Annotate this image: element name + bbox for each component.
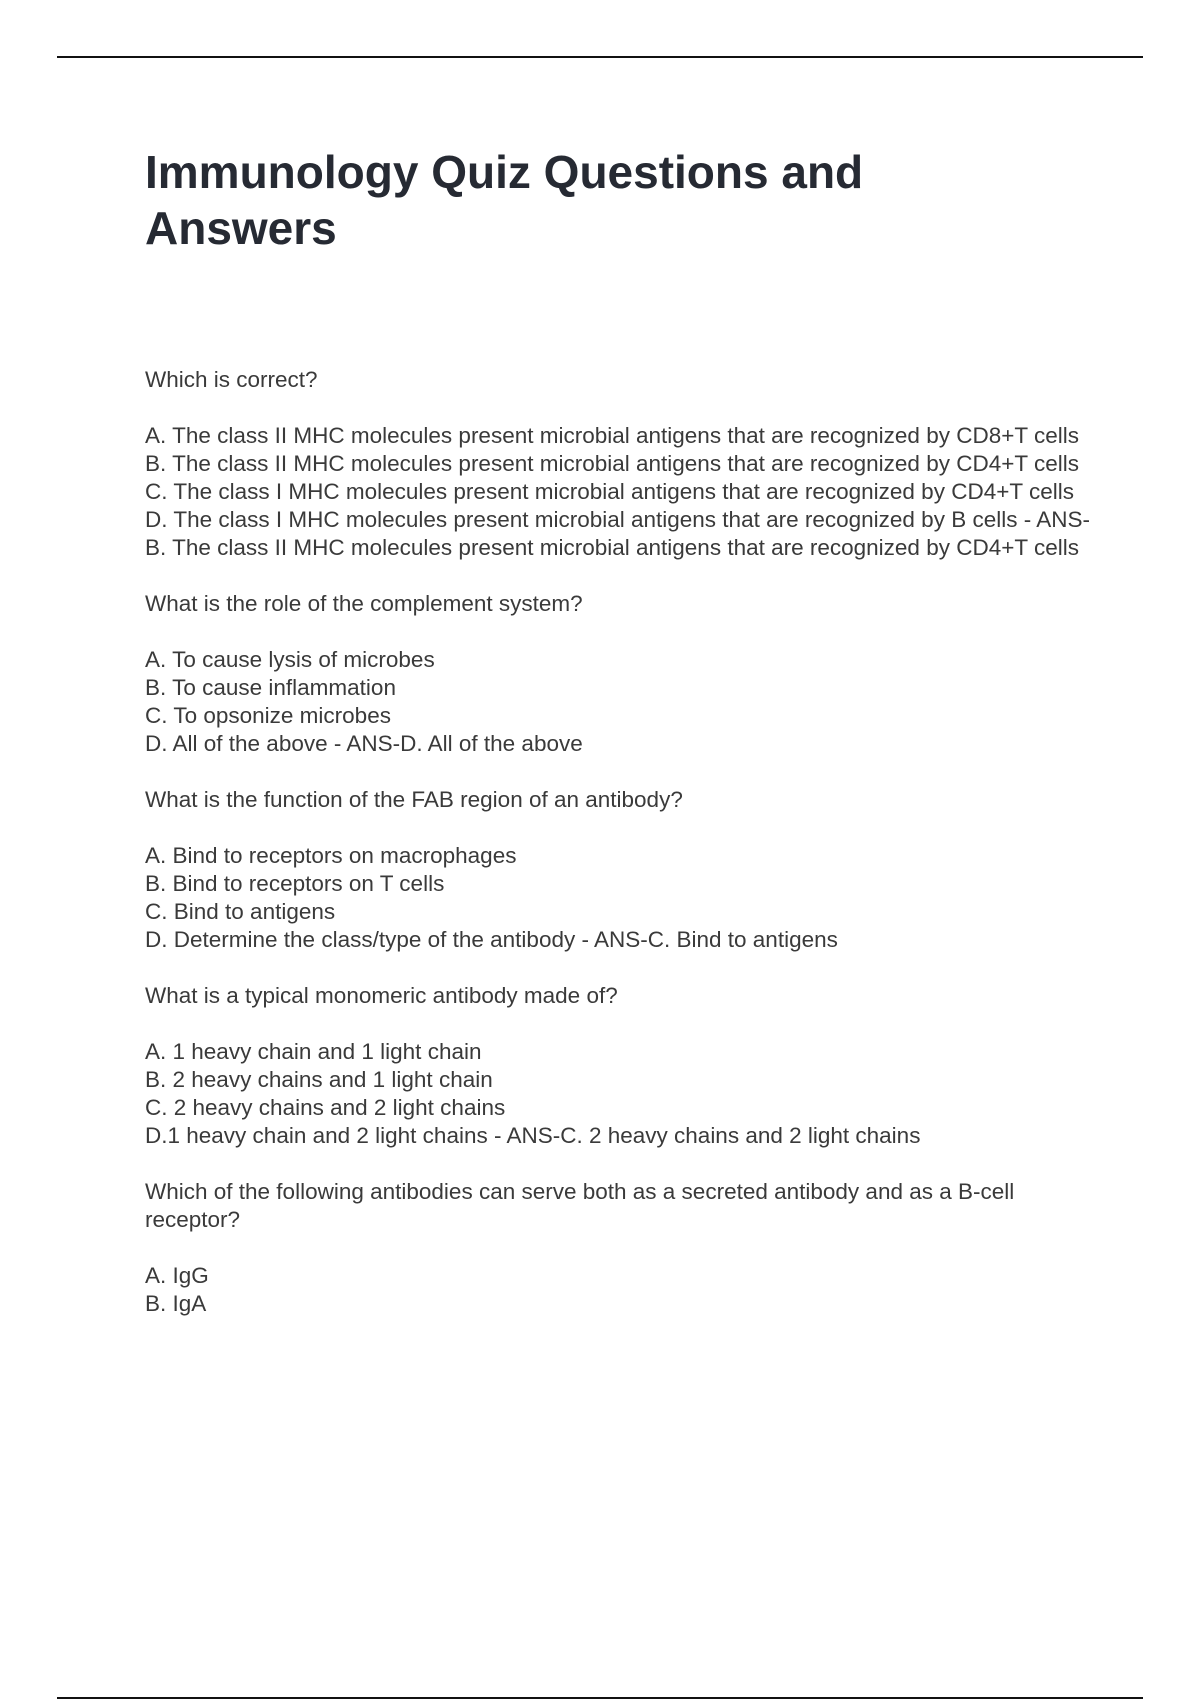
qa-item — [145, 982, 1090, 1150]
option-line: A. Bind to receptors on macrophages — [145, 843, 517, 868]
qa-item — [145, 786, 1090, 954]
option-line: B. 2 heavy chains and 1 light chain — [145, 1067, 493, 1092]
option-line: C. 2 heavy chains and 2 light chains — [145, 1095, 506, 1120]
option-line-with-answer: D. The class I MHC molecules present microbial antigens that are recognized by B cells - ANS-B. The class II MHC molecules present microbial antigens that are recognized by CD4+T cells — [145, 507, 1090, 560]
answer-options — [145, 1038, 1090, 1150]
top-rule — [57, 56, 1143, 58]
option-line: A. The class II MHC molecules present microbial antigens that are recognized by CD8+T cells — [145, 423, 1079, 448]
option-line: B. The class II MHC molecules present microbial antigens that are recognized by CD4+T cells — [145, 451, 1079, 476]
question-text: What is the role of the complement system? — [145, 591, 583, 616]
option-line: B. To cause inflammation — [145, 675, 396, 700]
qa-item — [145, 366, 1090, 562]
page-title: Immunology Quiz Questions and Answers — [145, 146, 864, 254]
option-line-with-answer: D.1 heavy chain and 2 light chains - ANS-C. 2 heavy chains and 2 light chains — [145, 1123, 921, 1148]
answer-options — [145, 1262, 1090, 1318]
qa-item — [145, 1178, 1090, 1318]
question-text: Which is correct? — [145, 367, 318, 392]
option-line: C. To opsonize microbes — [145, 703, 391, 728]
question-text: What is a typical monomeric antibody made of? — [145, 983, 618, 1008]
option-line: A. To cause lysis of microbes — [145, 647, 435, 672]
option-line: C. Bind to antigens — [145, 899, 336, 924]
option-line-with-answer: D. Determine the class/type of the antibody - ANS-C. Bind to antigens — [145, 927, 838, 952]
answer-options — [145, 842, 1090, 954]
answer-options — [145, 646, 1090, 758]
qa-item — [145, 590, 1090, 758]
option-line-with-answer: D. All of the above - ANS-D. All of the above — [145, 731, 583, 756]
option-line: A. 1 heavy chain and 1 light chain — [145, 1039, 482, 1064]
answer-options — [145, 422, 1090, 562]
option-line: B. IgA — [145, 1291, 207, 1316]
bottom-rule — [57, 1697, 1143, 1699]
option-line: B. Bind to receptors on T cells — [145, 871, 445, 896]
option-line: A. IgG — [145, 1263, 209, 1288]
option-line: C. The class I MHC molecules present microbial antigens that are recognized by CD4+T cells — [145, 479, 1074, 504]
question-text: Which of the following antibodies can serve both as a secreted antibody and as a B-cell receptor? — [145, 1179, 1015, 1232]
question-text: What is the function of the FAB region of an antibody? — [145, 787, 683, 812]
qa-list — [145, 366, 1090, 1346]
